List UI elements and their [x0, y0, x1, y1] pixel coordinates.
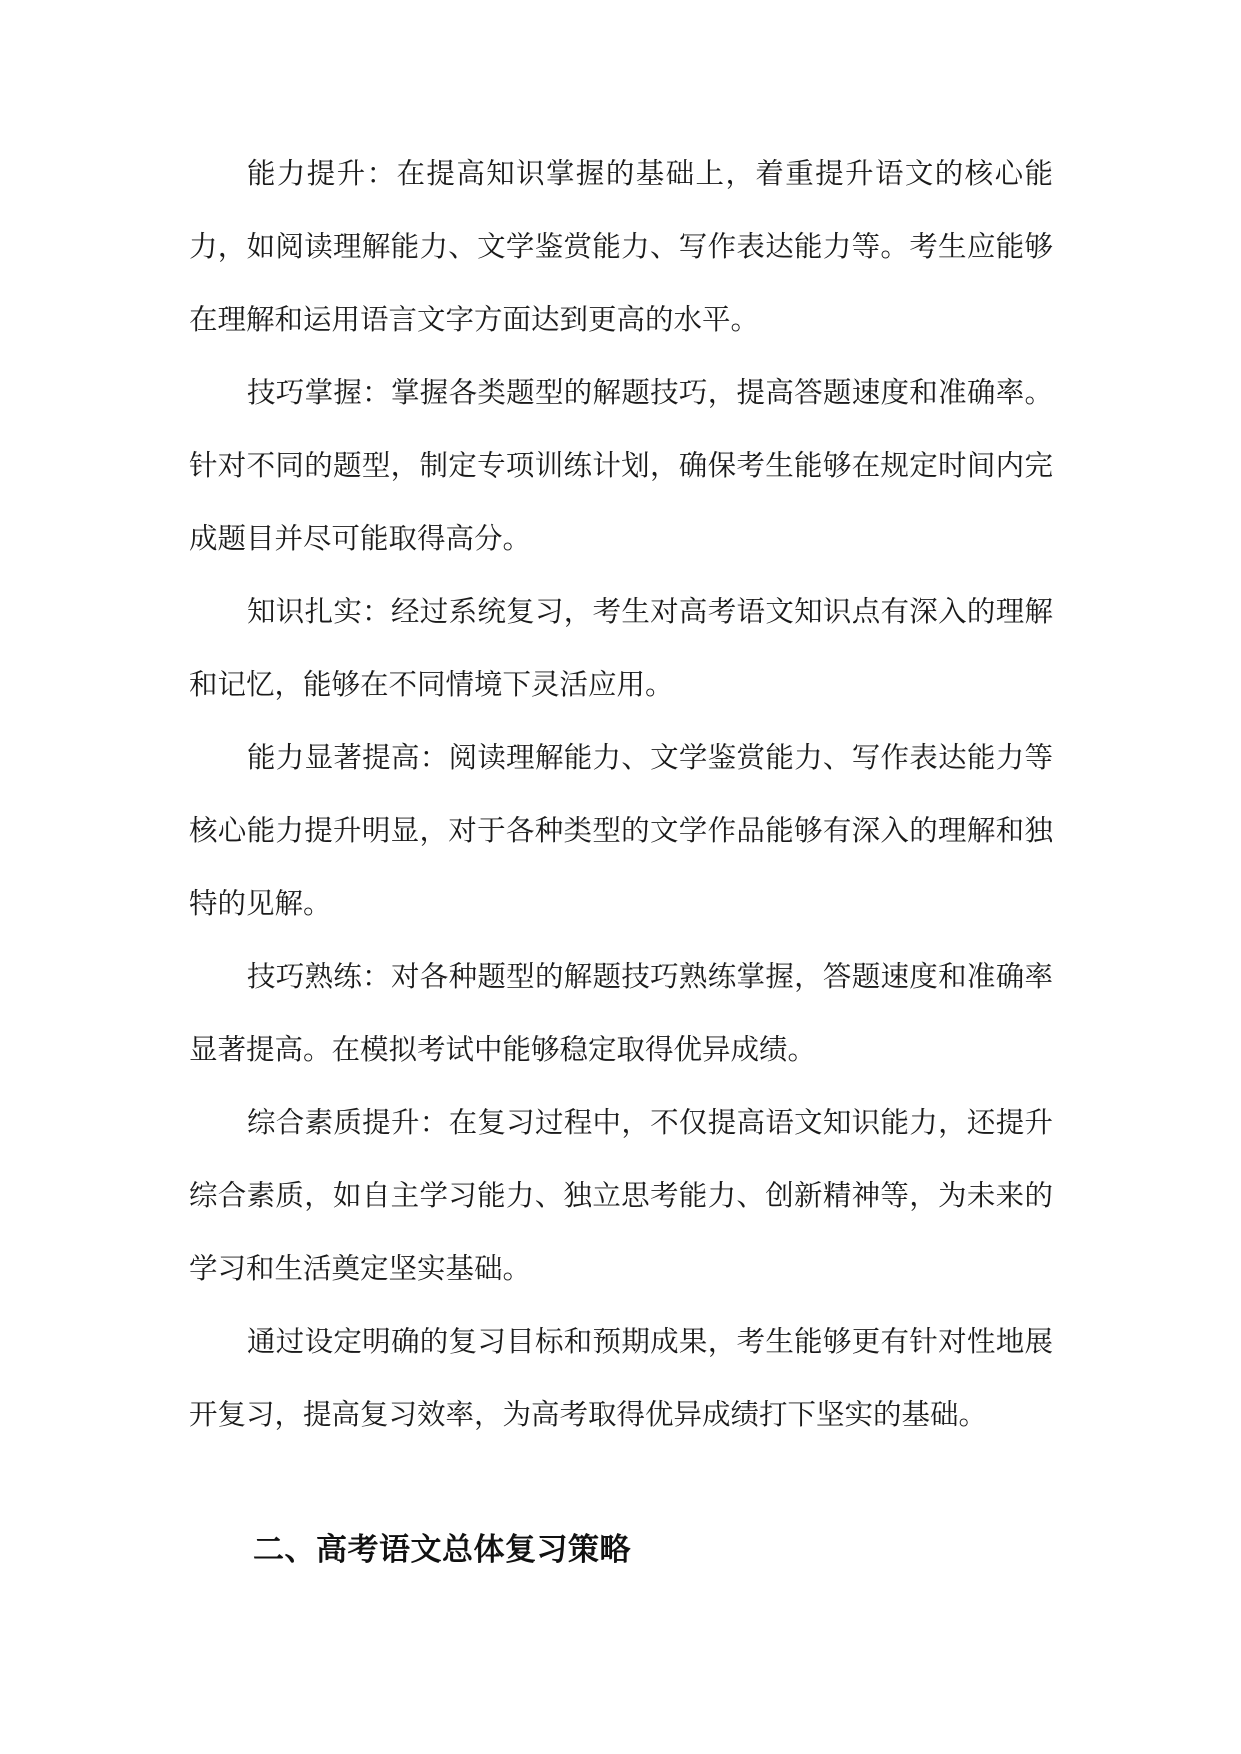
paragraph-significant-ability: 能力显著提高：阅读理解能力、文学鉴赏能力、写作表达能力等核心能力提升明显，对于各种类型的文学作品能够有深入的理解和独特的见解。: [189, 741, 1053, 920]
paragraph-skill-mastery: 技巧掌握：掌握各类题型的解题技巧，提高答题速度和准确率。针对不同的题型，制定专项训练计划，确保考生能够在规定时间内完成题目并尽可能取得高分。: [189, 376, 1053, 555]
document-body: [189, 0, 1053, 1451]
paragraph-ability-improvement: 能力提升：在提高知识掌握的基础上，着重提升语文的核心能力，如阅读理解能力、文学鉴赏能力、写作表达能力等。考生应能够在理解和运用语言文字方面达到更高的水平。: [189, 157, 1053, 336]
paragraph-solid-knowledge: 知识扎实：经过系统复习，考生对高考语文知识点有深入的理解和记忆，能够在不同情境下灵活应用。: [189, 595, 1053, 701]
paragraph-conclusion: 通过设定明确的复习目标和预期成果，考生能够更有针对性地展开复习，提高复习效率，为高考取得优异成绩打下坚实的基础。: [189, 1325, 1053, 1431]
paragraph-overall-quality: 综合素质提升：在复习过程中，不仅提高语文知识能力，还提升综合素质，如自主学习能力、独立思考能力、创新精神等，为未来的学习和生活奠定坚实基础。: [189, 1106, 1053, 1285]
section-heading: 二、高考语文总体复习策略: [253, 1532, 631, 1568]
paragraph-skill-proficiency: 技巧熟练：对各种题型的解题技巧熟练掌握，答题速度和准确率显著提高。在模拟考试中能够稳定取得优异成绩。: [189, 960, 1053, 1066]
